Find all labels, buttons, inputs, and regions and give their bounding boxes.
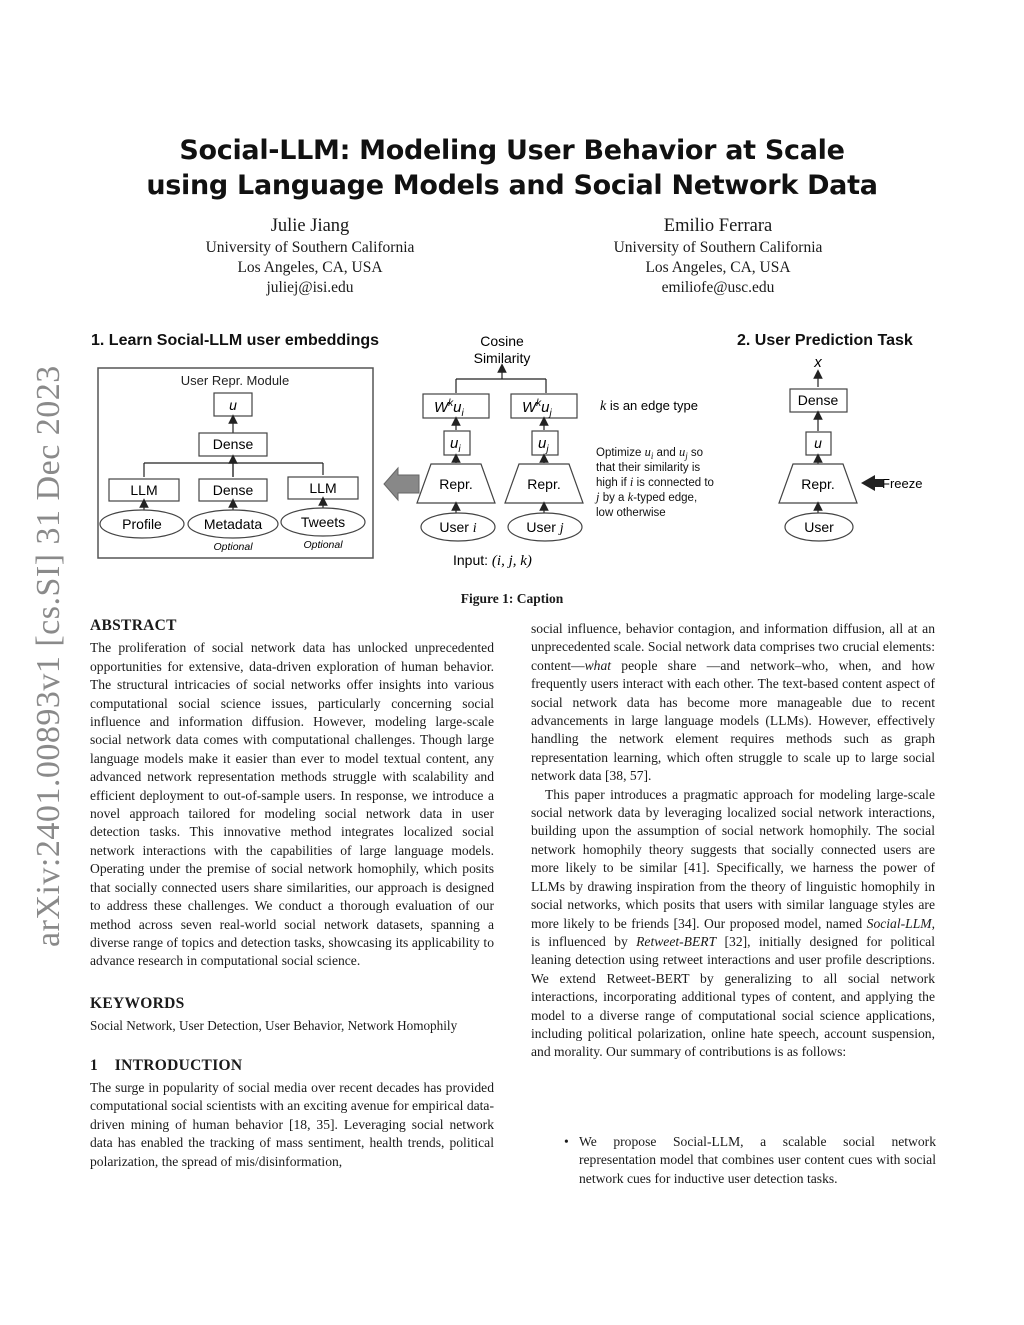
figure-caption: Figure 1: Caption (460, 591, 564, 606)
left-column (90, 617, 494, 1171)
svg-text:that their similarity is: that their similarity is (596, 462, 701, 474)
right-column (531, 620, 935, 1062)
author-email: emiliofe@usc.edu (661, 279, 775, 296)
optional-note: Optional (213, 541, 253, 553)
flow-arrow-icon (384, 468, 419, 500)
abstract-heading: ABSTRACT (90, 617, 177, 634)
optimize-note (594, 445, 714, 519)
author-name: Julie Jiang (270, 216, 350, 236)
arxiv-identifier: arXiv:2401.00893v1 [cs.SI] 31 Dec 2023 (30, 365, 67, 947)
cosine-label-line2: Similarity (473, 350, 531, 366)
author-affiliation: University of Southern California (613, 239, 823, 256)
author-location: Los Angeles, CA, USA (645, 259, 791, 276)
keywords-heading: KEYWORDS (90, 994, 185, 1012)
introduction-heading: 1 INTRODUCTION (90, 1056, 243, 1074)
right-paragraph-2: This paper introduces a pragmatic approach for modeling large-scale social network data by leveraging localized social network interactions, building upon the assumption of social network homophily. The social network homophily theory suggests that socially connected users are more likely to be similar [41]. Specifically, we harness the power of LLMs by drawing inspiration from the theory of linguistic homophily in social networks, which posits that users with similar language styles are more likely to be friends [34]. Our proposed model, named Social-LLM, is influenced by Retweet-BERT [32], initially designed for political leaning detection using retweet interactions and user profile descriptions. We extend Retweet-BERT by generalizing to all social network interactions, incorporating additional types of content, and applying the model to a diverse range of computational social science applications, including political polarization, online hate speech, account suspension, and morality. Our summary of contributions is as follows: (531, 786, 935, 1060)
user-label: User (804, 519, 834, 535)
author-email: juliej@isi.edu (266, 279, 354, 296)
dense-label: Dense (212, 482, 254, 498)
author-location: Los Angeles, CA, USA (237, 259, 383, 276)
profile-label: Profile (122, 516, 162, 532)
metadata-label: Metadata (203, 516, 263, 532)
uj-label: $u_j$ (538, 435, 549, 455)
ui-label: $u_i$ (450, 435, 461, 455)
svg-text:j by a k-typed edge,: j by a k-typed edge, (596, 490, 698, 504)
user-j-label: User j (526, 519, 564, 536)
optional-note: Optional (303, 539, 343, 551)
user-i-label: User i (439, 519, 477, 536)
llm-label: LLM (130, 482, 158, 498)
repr-label: Repr. (801, 476, 835, 492)
author-name: Emilio Ferrara (663, 216, 773, 236)
figure-1-diagram (85, 322, 945, 582)
figure-right-title: 2. User Prediction Task (737, 332, 913, 349)
freeze-label: Freeze (882, 476, 923, 491)
repr-label: Repr. (527, 476, 561, 492)
author-block-1 (160, 214, 460, 298)
svg-text:high if i is connected to: high if i is connected to (596, 475, 714, 489)
wk-ui-label: $W^ku_i$ (434, 398, 464, 419)
dense-label: Dense (212, 436, 254, 452)
arxiv-sidebar (30, 365, 70, 987)
title-line-2: using Language Models and Social Network Data (146, 170, 878, 201)
cosine-label-line1: Cosine (480, 333, 524, 349)
module-label: User Repr. Module (180, 373, 290, 388)
x-label: x (814, 354, 822, 371)
figure-left-title: 1. Learn Social-LLM user embeddings (91, 332, 380, 349)
tweets-label: Tweets (300, 514, 346, 530)
author-block-2 (568, 214, 868, 298)
u-label: u (229, 397, 237, 413)
edge-type-note: k is an edge type (600, 398, 699, 414)
llm-label: LLM (309, 480, 337, 496)
paper-title (0, 133, 1024, 203)
contribution-text: We propose Social-LLM, a scalable social network representation model that combines user content cues with social network cues for inductive user detection tasks. (579, 1134, 936, 1186)
right-paragraph-1: social influence, behavior contagion, and information diffusion, all at an unprecedented scale. Social network data comprises two crucial elements: content—what people share —and network–who, when, and how frequently users interact with each other. The text-based content aspect of social network data has become more manageable due to recent advancements in large language models (LLMs). However, effectively handling the network element requires methods such as graph representation learning, which often struggle to scale up to large social network data [38, 57]. (531, 621, 935, 784)
input-label: Input: (i, j, k) (453, 552, 532, 569)
bullet-icon: • (564, 1134, 569, 1149)
keywords-text: Social Network, User Detection, User Behavior, Network Homophily (90, 1018, 458, 1034)
freeze-arrow-icon (861, 475, 883, 491)
wk-uj-label: $W^ku_j$ (522, 398, 552, 419)
svg-text:Optimize ui and uj so: Optimize $u_i$ and $u_j$ so (596, 445, 704, 461)
abstract-text: The proliferation of social network data has unlocked unprecedented opportunities for extensive, data-driven exploration of human behavior. The structural intricacies of social networks offer insights into various computational social science issues, particularly concerning social influence and information diffusion. However, modeling large-scale social network data comes with computational challenges. Though large language models make it easier than ever to model textual content, any advanced network representation methods struggle with scalability and efficient deployment to out-of-sample users. In response, we introduce a novel approach tailored for modeling social network data in user detection tasks. This innovative method integrates localized social network interactions with the capabilities of large language models. Operating under the premise of social network homophily, which posits that socially connected users share similarities, our approach is designed to address these challenges. We conduct a thorough evaluation of our method across seven real-world social network datasets, spanning a diverse range of topics and detection tasks, showcasing its applicability to advance research in computational social science. (90, 640, 494, 969)
dense-label: Dense (797, 392, 839, 408)
title-line-1: Social-LLM: Modeling User Behavior at Scale (179, 135, 845, 166)
svg-text:low otherwise: low otherwise (596, 507, 666, 519)
repr-label: Repr. (439, 476, 473, 492)
author-affiliation: University of Southern California (205, 239, 415, 256)
u-label: u (814, 435, 822, 451)
introduction-paragraph-1: The surge in popularity of social media over recent decades has provided computational social scientists with an exciting avenue for empirical data-driven mining of human behavior [18, 35]. Leveraging social network data has enabled the tracking of mass sentiment, health trends, political polarization, the spread of mis/disinformation, (90, 1079, 494, 1169)
